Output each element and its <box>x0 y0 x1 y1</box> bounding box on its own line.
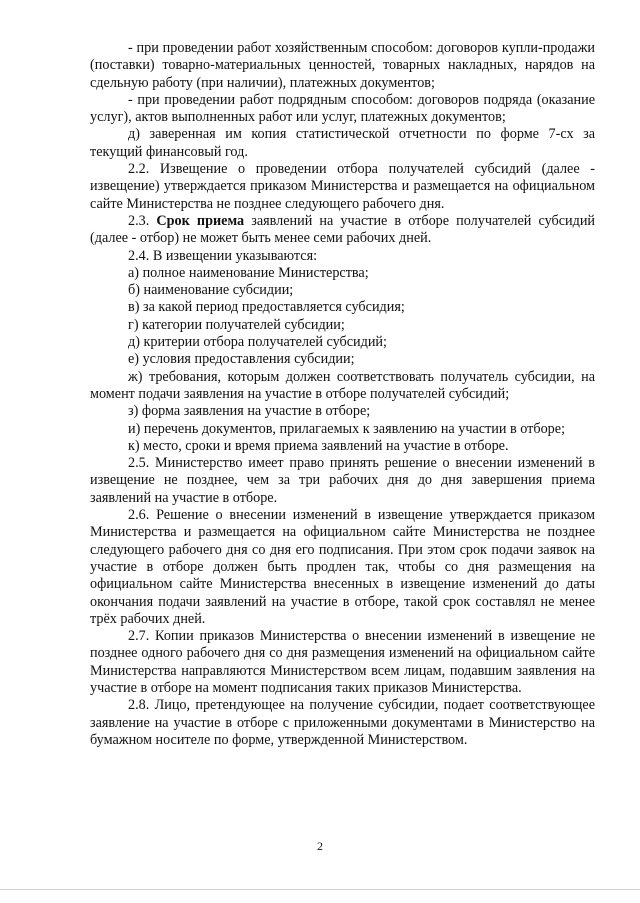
list-item-z: з) форма заявления на участие в отборе; <box>128 403 371 420</box>
list-item-g: г) категории получателей субсидии; <box>128 316 345 333</box>
paragraph-2-3-rest: заявлений на участие в отборе получателей субсидий (далее - отбор) не может быть менее семи рабочих дней. <box>90 212 595 247</box>
list-item-i: и) перечень документов, прилагаемых к заявлению на участии в отборе; <box>128 420 566 437</box>
paragraph-2-6: 2.6. Решение о внесении изменений в извещение утверждается приказом Министерства и размещается на официальном сайте Министерства не позднее следующего рабочего дня со дня его подписания. При этом срок подачи заявок на участие в отборе должен быть продлен так, чтобы со дня размещения на официальном сайте Министерства внесенных в извещение изменений до даты окончания подачи заявлений на участие в отборе, такой срок составлял не менее трёх рабочих дней. <box>90 507 595 627</box>
paragraph-2-5: 2.5. Министерство имеет право принять решение о внесении изменений в извещение не позднее, чем за три рабочих дня до дня завершения приема заявлений на участие в отборе. <box>90 455 595 506</box>
list-item-zh: ж) требования, которым должен соответствовать получатель субсидии, на момент подачи заявления на участие в отборе получателей субсидий; <box>90 368 595 402</box>
paragraph-2-3 <box>90 213 595 248</box>
document-body <box>90 40 595 749</box>
paragraph-2-8: 2.8. Лицо, претендующее на получение субсидии, подает соответствующее заявление на участие в отборе с приложенными документами в Министерство на бумажном носителе по форме, утвержденной Министерством. <box>90 697 595 748</box>
list-item-e: е) условия предоставления субсидии; <box>128 351 355 368</box>
list-item-a: а) полное наименование Министерства; <box>128 264 369 281</box>
paragraph-2-7: 2.7. Копии приказов Министерства о внесении изменений в извещение не позднее одного рабочего дня со дня размещения изменений на официальном сайте Министерства направляются Министерством всем лицам, подавшим заявления на участие в отборе на момент подписания таких приказов Министерства. <box>90 628 595 696</box>
list-item-d: д) критерии отбора получателей субсидий; <box>128 334 387 351</box>
scan-edge-divider <box>0 889 640 890</box>
list-item-k: к) место, сроки и время приема заявлений на участие в отборе. <box>128 437 509 454</box>
paragraph-2-3-bold: Срок приема <box>156 212 245 229</box>
paragraph-household-method: - при проведении работ хозяйственным способом: договоров купли-продажи (поставки) товарно-материальных ценностей, товарных накладных, нарядов на сдельную работу (при наличии), платежных документов; <box>90 40 595 91</box>
list-item-b: б) наименование субсидии; <box>128 282 294 299</box>
paragraph-2-2: 2.2. Извещение о проведении отбора получателей субсидий (далее - извещение) утверждается приказом Министерства и размещается на официальном сайте Министерства не позднее следующего рабочего дня. <box>90 161 595 212</box>
paragraph-2-3-prefix: 2.3. <box>128 212 157 229</box>
paragraph-contract-method: - при проведении работ подрядным способом: договоров подряда (оказание услуг), актов выполненных работ или услуг, платежных документов; <box>90 91 595 126</box>
paragraph-2-4-intro: 2.4. В извещении указываются: <box>128 247 318 264</box>
paragraph-statistics-copy: д) заверенная им копия статистической отчетности по форме 7-сх за текущий финансовый год. <box>90 126 595 160</box>
page-number: 2 <box>317 839 323 853</box>
list-item-v: в) за какой период предоставляется субсидия; <box>128 299 405 316</box>
